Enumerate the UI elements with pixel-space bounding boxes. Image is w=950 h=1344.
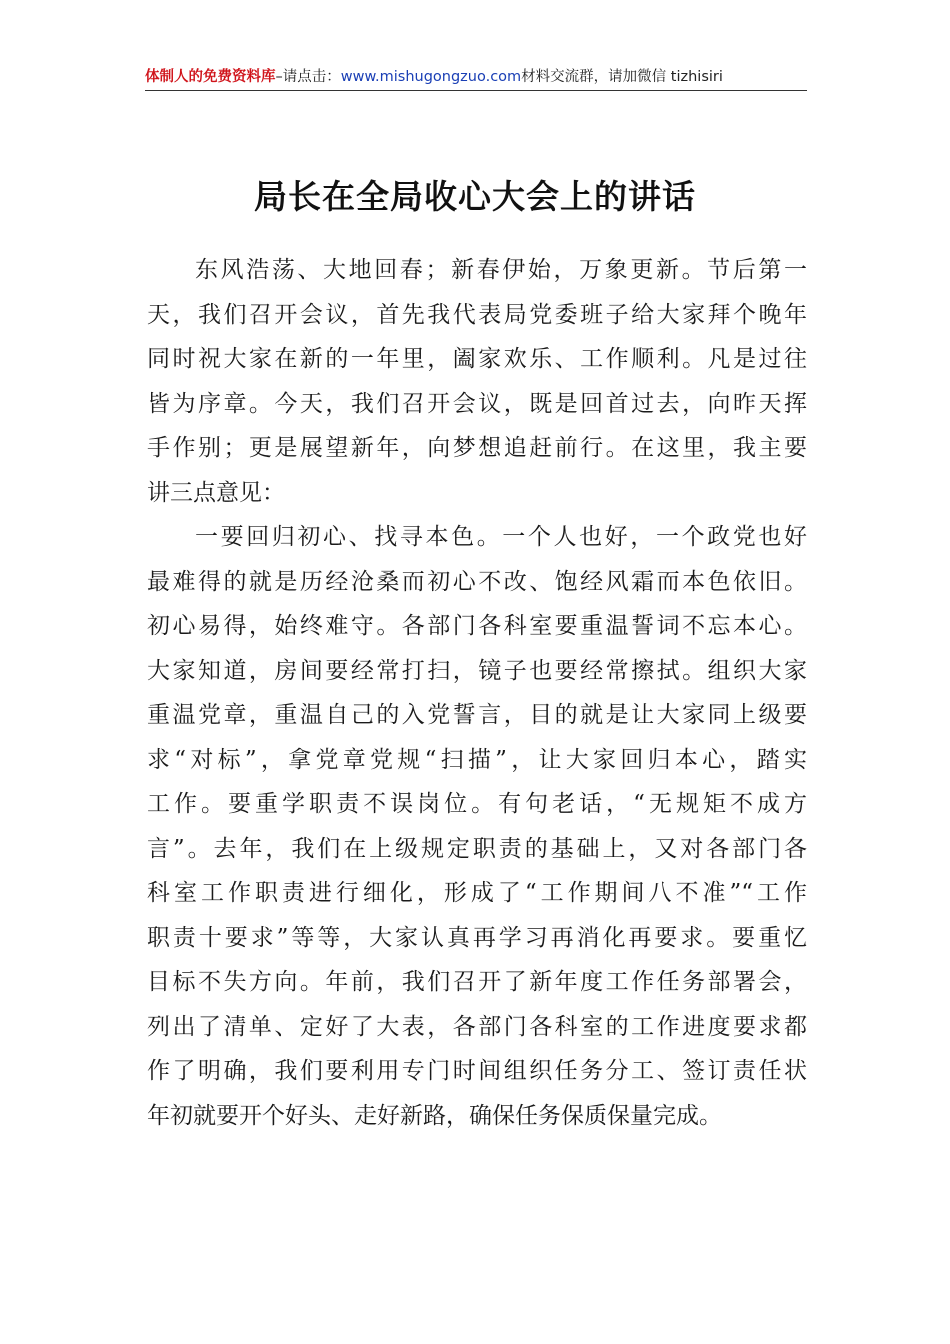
body-line: 最难得的就是历经沧桑而初心不改、饱经风霜而本色依旧。	[147, 568, 807, 595]
document-body	[147, 248, 807, 1138]
body-line: 重温党章，重温自己的入党誓言，目的就是让大家同上级要	[147, 702, 807, 728]
body-line: 年初就要开个好头、走好新路，确保任务保质保量完成。	[147, 1102, 722, 1129]
body-line: 科室工作职责进行细化，形成了“工作期间八不准”“工作	[147, 880, 807, 906]
header-brand: 体制人的免费资料库	[145, 69, 276, 85]
body-line: 大家知道，房间要经常打扫，镜子也要经常擦拭。组织大家	[147, 657, 807, 684]
body-line: 工作。要重学职责不误岗位。有句老话，“无规矩不成方	[147, 791, 807, 817]
body-line: 目标不失方向。年前，我们召开了新年度工作任务部署会，	[147, 969, 807, 995]
header-banner	[145, 64, 807, 91]
body-line: 天，我们召开会议，首先我代表局党委班子给大家拜个晚年	[147, 301, 807, 328]
body-line: 皆为序章。今天，我们召开会议，既是回首过去，向昨天挥	[147, 390, 807, 417]
body-line: 一要回归初心、找寻本色。一个人也好，一个政党也好	[195, 524, 807, 550]
body-line: 手作别；更是展望新年，向梦想追赶前行。在这里，我主要	[147, 435, 807, 461]
body-line: 作了明确，我们要利用专门时间组织任务分工、签订责任状	[147, 1058, 807, 1084]
body-line: 职责十要求”等等，大家认真再学习再消化再要求。要重忆	[147, 924, 807, 951]
body-line: 东风浩荡、大地回春；新春伊始，万象更新。节后第一	[195, 257, 807, 283]
body-line: 初心易得，始终难守。各部门各科室要重温誓词不忘本心。	[147, 613, 807, 639]
header-suffix: 材料交流群，请加微信 tizhisiri	[521, 69, 723, 85]
document-title: 局长在全局收心大会上的讲话	[254, 177, 696, 216]
body-line: 讲三点意见：	[147, 479, 285, 506]
body-line: 同时祝大家在新的一年里，阖家欢乐、工作顺利。凡是过往	[147, 346, 807, 372]
header-prompt: –请点击：	[275, 69, 341, 85]
body-line: 求“对标”，拿党章党规“扫描”，让大家回归本心，踏实	[147, 746, 807, 773]
header-url-link[interactable]: www.mishugongzuo.com	[340, 69, 522, 85]
body-line: 言”。去年，我们在上级规定职责的基础上，又对各部门各	[147, 835, 807, 862]
body-line: 列出了清单、定好了大表，各部门各科室的工作进度要求都	[147, 1013, 807, 1040]
